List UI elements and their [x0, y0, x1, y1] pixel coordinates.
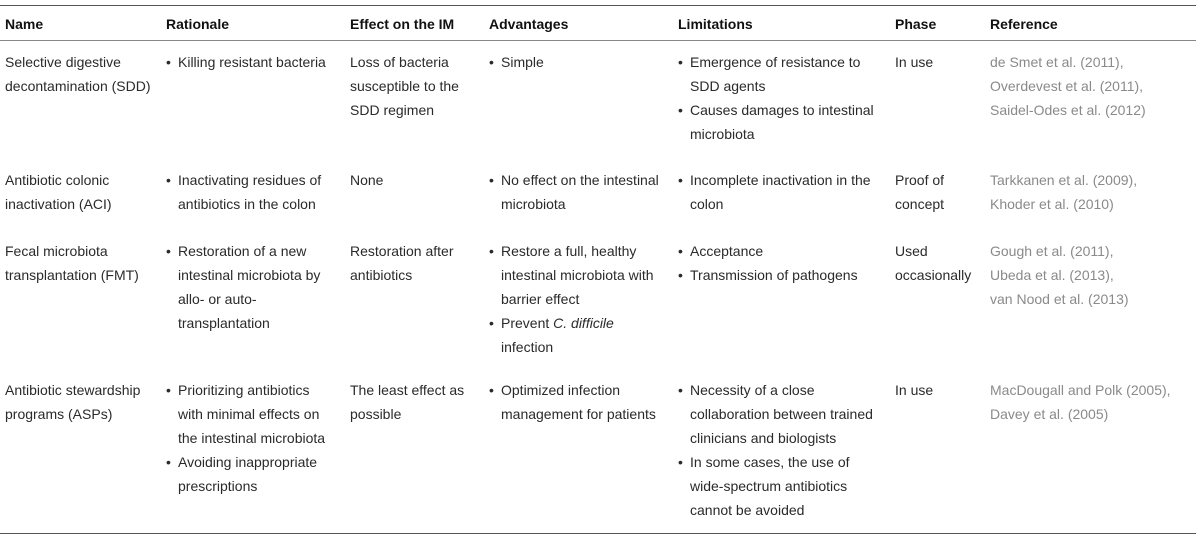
- cell-advantages: [489, 168, 669, 216]
- rationale-bullet: • Inactivating residues of antibiotics in the colon: [166, 168, 336, 216]
- cell-limitations: [678, 50, 883, 146]
- cell-limitations: [678, 378, 883, 522]
- advantage-bullet-prevent: [489, 311, 669, 359]
- cell-effect: Restoration after antibiotics: [350, 243, 454, 283]
- limitation-bullet: • Emergence of resistance to SDD agents: [678, 50, 883, 98]
- cell-name: Antibiotic stewardship programs (ASPs): [5, 382, 141, 422]
- reference-link[interactable]: Davey et al. (2005): [990, 406, 1109, 422]
- advantage-bullet: • Simple: [489, 50, 669, 74]
- table-top-rule: [0, 5, 1196, 6]
- pathogen-name: C. difficile: [553, 315, 614, 331]
- cell-advantages: [489, 239, 669, 359]
- cell-phase: In use: [895, 54, 934, 70]
- cell-rationale: [166, 168, 336, 216]
- advantage-bullet: • No effect on the intestinal microbiota: [489, 168, 669, 216]
- header-effect: Effect on the IM: [350, 16, 455, 32]
- rationale-bullet: • Killing resistant bacteria: [166, 50, 336, 74]
- cell-references: [990, 168, 1195, 216]
- reference-link[interactable]: de Smet et al. (2011),: [990, 54, 1124, 70]
- cell-advantages: [489, 378, 669, 426]
- cell-rationale: [166, 50, 336, 74]
- header-name: Name: [5, 16, 44, 32]
- reference-link[interactable]: MacDougall and Polk (2005),: [990, 382, 1171, 398]
- reference-link[interactable]: Gough et al. (2011),: [990, 243, 1114, 259]
- prevent-prefix: Prevent: [501, 315, 554, 331]
- cell-limitations: [678, 168, 883, 216]
- header-advantages: Advantages: [489, 16, 569, 32]
- cell-effect: The least effect as possible: [350, 382, 465, 422]
- cell-references: [990, 239, 1195, 311]
- cell-name: Fecal microbiota transplantation (FMT): [5, 243, 139, 283]
- header-rationale: Rationale: [166, 16, 230, 32]
- cell-references: [990, 378, 1195, 426]
- reference-link[interactable]: Overdevest et al. (2011),: [990, 78, 1144, 94]
- header-divider-rule: [0, 40, 1196, 41]
- cell-phase: Proof of concept: [895, 172, 945, 212]
- header-limitations: Limitations: [678, 16, 753, 32]
- cell-phase: In use: [895, 382, 934, 398]
- rationale-bullet: • Prioritizing antibiotics with minimal effects on the intestinal microbiota: [166, 378, 336, 450]
- limitation-bullet: • Necessity of a close collaboration between trained clinicians and biologists: [678, 378, 883, 450]
- advantage-bullet: • Restore a full, healthy intestinal microbiota with barrier effect: [489, 239, 669, 311]
- limitation-bullet: • Transmission of pathogens: [678, 263, 883, 287]
- prevent-suffix: infection: [501, 339, 554, 355]
- advantage-bullet: • Optimized infection management for patients: [489, 378, 669, 426]
- cell-rationale: [166, 239, 336, 335]
- cell-limitations: [678, 239, 883, 287]
- cell-name: Selective digestive decontamination (SDD): [5, 54, 151, 94]
- limitation-bullet: • In some cases, the use of wide-spectrum antibiotics cannot be avoided: [678, 450, 883, 522]
- rationale-bullet: • Avoiding inappropriate prescriptions: [166, 450, 336, 498]
- reference-link[interactable]: Ubeda et al. (2013),: [990, 267, 1114, 283]
- header-reference: Reference: [990, 16, 1058, 32]
- cell-advantages: [489, 50, 669, 74]
- limitation-bullet: • Causes damages to intestinal microbiota: [678, 98, 883, 146]
- cell-phase: Used occasionally: [895, 243, 972, 283]
- limitation-bullet: • Incomplete inactivation in the colon: [678, 168, 883, 216]
- cell-name: Antibiotic colonic inactivation (ACI): [5, 172, 112, 212]
- rationale-bullet: • Restoration of a new intestinal microbiota by allo- or auto-transplantation: [166, 239, 336, 335]
- cell-references: [990, 50, 1195, 122]
- reference-link[interactable]: van Nood et al. (2013): [990, 291, 1129, 307]
- cell-effect: None: [350, 172, 384, 188]
- limitation-bullet: • Acceptance: [678, 239, 883, 263]
- table-bottom-rule: [0, 533, 1196, 534]
- header-phase: Phase: [895, 16, 937, 32]
- reference-link[interactable]: Saidel-Odes et al. (2012): [990, 102, 1146, 118]
- cell-rationale: [166, 378, 336, 498]
- reference-link[interactable]: Khoder et al. (2010): [990, 196, 1114, 212]
- cell-effect: Loss of bacteria susceptible to the SDD regimen: [350, 54, 459, 118]
- reference-link[interactable]: Tarkkanen et al. (2009),: [990, 172, 1138, 188]
